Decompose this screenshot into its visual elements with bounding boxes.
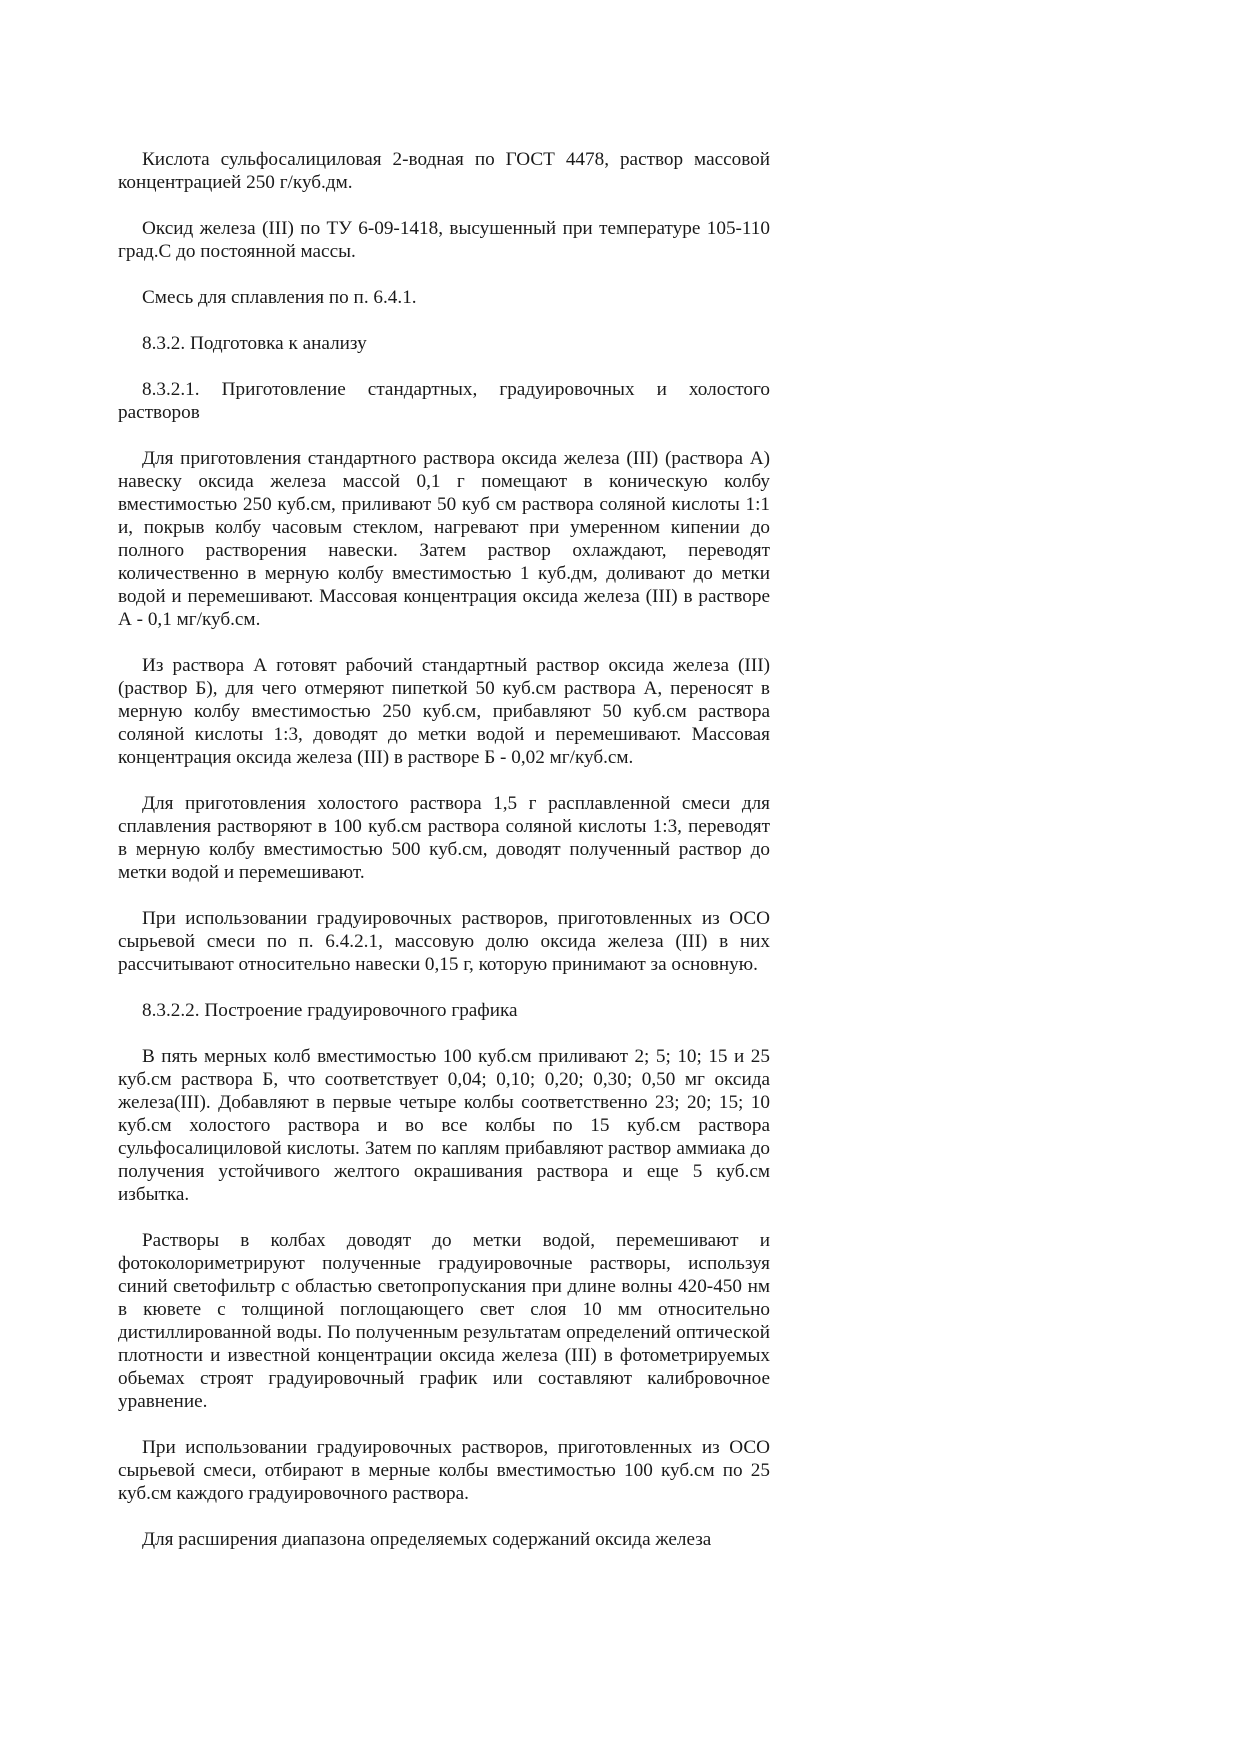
paragraph-oso-calibration: При использовании градуировочных растворов, приготовленных из ОСО сырьевой смеси по п. 6.4.2.1, массовую долю оксида железа (III) в них рассчитывают относительно навески 0,15 г, которую принимают за основную. [118, 908, 770, 975]
paragraph-photocolorimetry: Растворы в колбах доводят до метки водой, перемешивают и фотоколориметрируют полученные градуировочные растворы, используя синий светофильтр с областью светопропускания при длине волны 420-450 нм в кювете с толщиной поглощающего свет слоя 10 мм относительно дистиллированной воды. По полученным результатам определений оптической плотности и известной концентрации оксида железа (III) в фотометрируемых обьемах строят градуировочный график или составляют калибровочное уравнение. [118, 1230, 770, 1412]
subsection-heading-solutions: 8.3.2.1. Приготовление стандартных, градуировочных и холостого растворов [118, 379, 770, 423]
paragraph-reagent-fusion-mix: Смесь для сплавления по п. 6.4.1. [142, 287, 417, 308]
paragraph-blank-solution: Для приготовления холостого раствора 1,5 г расплавленной смеси для сплавления растворяют в 100 куб.см раствора соляной кислоты 1:3, переводят в мерную колбу вместимостью 500 куб.см, доводят полученный раствор до метки водой и перемешивают. [118, 793, 770, 883]
paragraph-reagent-sulfosalicylic: Кислота сульфосалициловая 2-водная по ГОСТ 4478, раствор массовой концентрацией 250 г/куб.дм. [118, 149, 770, 193]
paragraph-oso-aliquot: При использовании градуировочных растворов, приготовленных из ОСО сырьевой смеси, отбирают в мерные колбы вместимостью 100 куб.см по 25 куб.см каждого градуировочного раствора. [118, 1437, 770, 1504]
paragraph-calibration-flasks: В пять мерных колб вместимостью 100 куб.см приливают 2; 5; 10; 15 и 25 куб.см раствора Б, что соответствует 0,04; 0,10; 0,20; 0,30; 0,50 мг оксида железа(III). Добавляют в первые четыре колбы соответственно 23; 20; 15; 10 куб.см холостого раствора и во все колбы по 15 куб.см раствора сульфосалициловой кислоты. Затем по каплям прибавляют раствор аммиака до получения устойчивого желтого окрашивания раствора и еще 5 куб.см избытка. [118, 1046, 770, 1205]
subsection-heading-calibration-graph: 8.3.2.2. Построение градуировочного графика [142, 1000, 518, 1021]
document-body [118, 148, 770, 1574]
section-heading-preparation: 8.3.2. Подготовка к анализу [142, 333, 367, 354]
paragraph-standard-solution-a: Для приготовления стандартного раствора оксида железа (III) (раствора А) навеску оксида железа массой 0,1 г помещают в коническую колбу вместимостью 250 куб.см, приливают 50 куб см раствора соляной кислоты 1:1 и, покрыв колбу часовым стеклом, нагревают при умеренном кипении до полного растворения навески. Затем раствор охлаждают, переводят количественно в мерную колбу вместимостью 1 куб.дм, доливают до метки водой и перемешивают. Массовая концентрация оксида железа (III) в растворе А - 0,1 мг/куб.см. [118, 448, 770, 630]
paragraph-standard-solution-b: Из раствора А готовят рабочий стандартный раствор оксида железа (III) (раствор Б), для чего отмеряют пипеткой 50 куб.см раствора А, переносят в мерную колбу вместимостью 250 куб.см, прибавляют 50 куб.см раствора соляной кислоты 1:3, доводят до метки водой и перемешивают. Массовая концентрация оксида железа (III) в растворе Б - 0,02 мг/куб.см. [118, 655, 770, 768]
paragraph-reagent-iron-oxide: Оксид железа (III) по ТУ 6-09-1418, высушенный при температуре 105-110 град.С до постоянной массы. [118, 218, 770, 262]
paragraph-range-extension: Для расширения диапазона определяемых содержаний оксида железа [142, 1529, 712, 1550]
